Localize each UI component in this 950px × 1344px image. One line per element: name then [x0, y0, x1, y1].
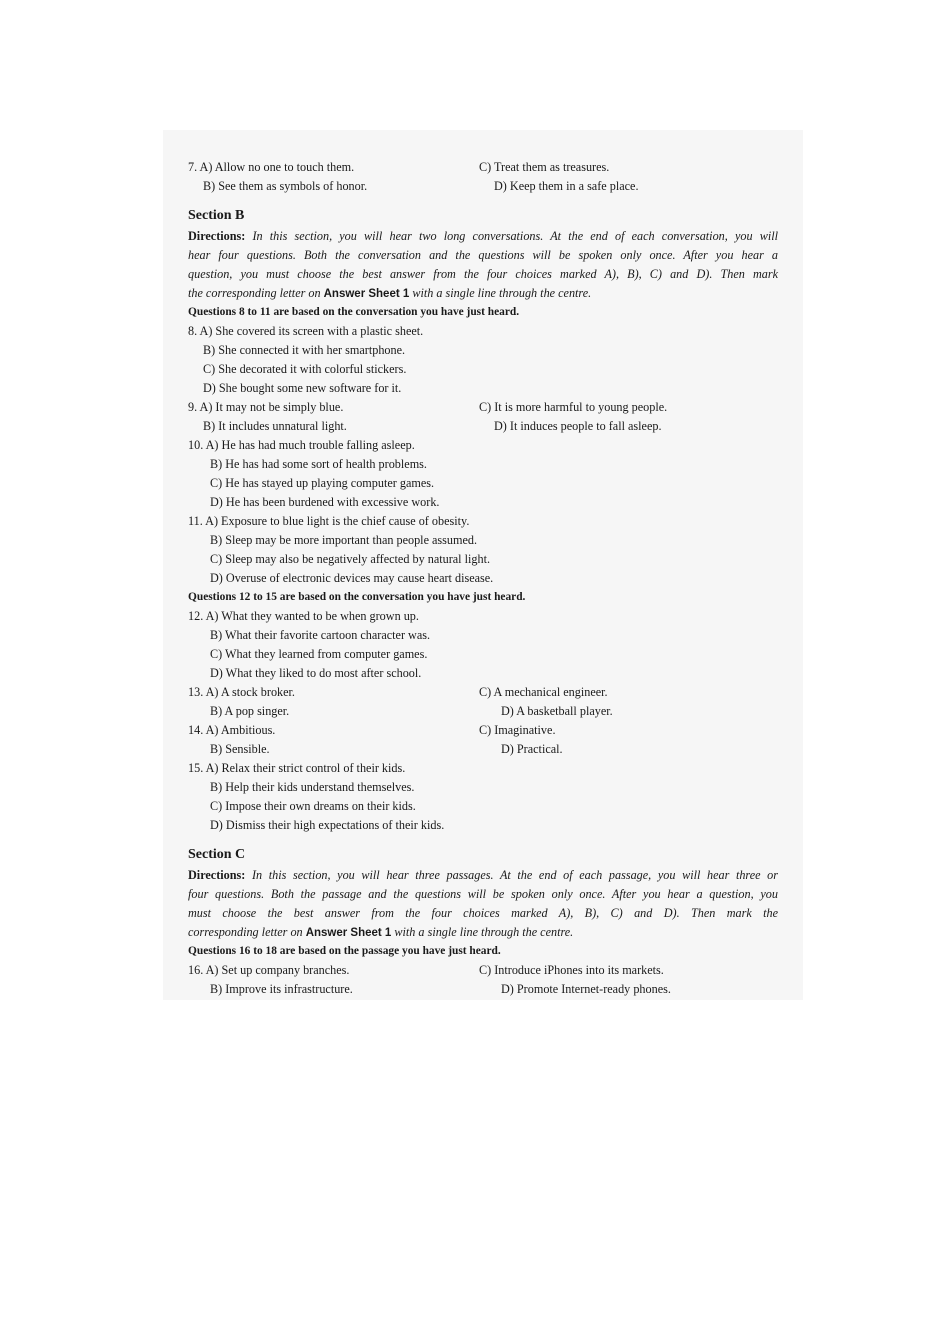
directions-label: Directions: — [188, 229, 246, 243]
questions-8-11-header: Questions 8 to 11 are based on the conversation you have just heard. — [188, 306, 520, 318]
q15-option-c: C) Impose their own dreams on their kids. — [210, 799, 416, 813]
q16-option-d: D) Promote Internet-ready phones. — [501, 982, 671, 996]
directions-text-3: must choose the best answer from the four choices marked A), B), C) and D). Then mark the — [188, 906, 778, 920]
q15-option-a: 15. A) Relax their strict control of their kids. — [188, 761, 406, 775]
q13-option-d: D) A basketball player. — [501, 704, 613, 718]
q7-option-a: 7. A) Allow no one to touch them. — [188, 160, 355, 174]
q10-option-b: B) He has had some sort of health problems. — [210, 457, 427, 471]
q11-option-b: B) Sleep may be more important than people assumed. — [210, 533, 478, 547]
directions-text-2: four questions. Both the passage and the questions will be spoken only once. After you hear a question, you — [188, 887, 778, 901]
question-16-row-2 — [188, 980, 778, 999]
q16-option-a: 16. A) Set up company branches. — [188, 963, 350, 977]
q7-option-b: B) See them as symbols of honor. — [203, 179, 368, 193]
q8-option-b: B) She connected it with her smartphone. — [203, 343, 406, 357]
section-c-title: Section C — [188, 847, 246, 862]
q9-option-a: 9. A) It may not be simply blue. — [188, 400, 344, 414]
questions-12-15-header: Questions 12 to 15 are based on the conversation you have just heard. — [188, 591, 526, 603]
q12-option-d: D) What they liked to do most after school. — [210, 666, 422, 680]
directions-text-4b: with a single line through the centre. — [391, 925, 574, 939]
directions-text-4a: the corresponding letter on — [188, 286, 324, 300]
exam-page — [188, 158, 778, 999]
question-14-row-2 — [188, 740, 778, 759]
directions-text-4b: with a single line through the centre. — [409, 286, 592, 300]
q8-option-c: C) She decorated it with colorful stickers. — [203, 362, 407, 376]
q13-option-b: B) A pop singer. — [210, 704, 290, 718]
q10-option-d: D) He has been burdened with excessive work. — [210, 495, 440, 509]
questions-16-18-header: Questions 16 to 18 are based on the passage you have just heard. — [188, 945, 501, 957]
question-13-row-2 — [188, 702, 778, 721]
q15-option-d: D) Dismiss their high expectations of their kids. — [210, 818, 445, 832]
directions-label: Directions: — [188, 868, 246, 882]
q13-option-a: 13. A) A stock broker. — [188, 685, 295, 699]
question-9-row-1 — [188, 398, 778, 417]
q11-option-d: D) Overuse of electronic devices may cause heart disease. — [210, 571, 494, 585]
answer-sheet-label: Answer Sheet 1 — [323, 288, 410, 300]
answer-sheet-label: Answer Sheet 1 — [305, 927, 392, 939]
q16-option-c: C) Introduce iPhones into its markets. — [479, 963, 664, 977]
q8-option-a: 8. A) She covered its screen with a plastic sheet. — [188, 324, 424, 338]
q9-option-b: B) It includes unnatural light. — [203, 419, 347, 433]
question-7-row-2 — [188, 177, 778, 196]
directions-text-1: In this section, you will hear three passages. At the end of each passage, you will hear three or — [251, 868, 778, 882]
q12-option-b: B) What their favorite cartoon character was. — [210, 628, 431, 642]
q14-option-d: D) Practical. — [501, 742, 563, 756]
q11-option-c: C) Sleep may also be negatively affected by natural light. — [210, 552, 490, 566]
question-9-row-2 — [188, 417, 778, 436]
q9-option-d: D) It induces people to fall asleep. — [494, 419, 662, 433]
question-13-row-1 — [188, 683, 778, 702]
q7-option-c: C) Treat them as treasures. — [479, 160, 610, 174]
q8-option-d: D) She bought some new software for it. — [203, 381, 402, 395]
q16-option-b: B) Improve its infrastructure. — [210, 982, 353, 996]
question-7-row-1 — [188, 158, 778, 177]
question-14-row-1 — [188, 721, 778, 740]
section-b-directions — [188, 227, 778, 303]
q10-option-c: C) He has stayed up playing computer games. — [210, 476, 435, 490]
q9-option-c: C) It is more harmful to young people. — [479, 400, 668, 414]
q15-option-b: B) Help their kids understand themselves. — [210, 780, 415, 794]
q10-option-a: 10. A) He has had much trouble falling asleep. — [188, 438, 415, 452]
directions-text-3: question, you must choose the best answer from the four choices marked A), B), C) and D). Then mark — [188, 267, 778, 281]
section-c-directions — [188, 866, 778, 942]
q7-option-d: D) Keep them in a safe place. — [494, 179, 639, 193]
q14-option-b: B) Sensible. — [210, 742, 270, 756]
q12-option-a: 12. A) What they wanted to be when grown up. — [188, 609, 419, 623]
q14-option-a: 14. A) Ambitious. — [188, 723, 276, 737]
directions-text-2: hear four questions. Both the conversation and the questions will be spoken only once. After you hear a — [188, 248, 778, 262]
section-b-title: Section B — [188, 208, 245, 223]
directions-text-1: In this section, you will hear two long conversations. At the end of each conversation, you will — [252, 229, 778, 243]
q13-option-c: C) A mechanical engineer. — [479, 685, 608, 699]
question-16-row-1 — [188, 961, 778, 980]
q12-option-c: C) What they learned from computer games. — [210, 647, 428, 661]
q11-option-a: 11. A) Exposure to blue light is the chief cause of obesity. — [188, 514, 470, 528]
q14-option-c: C) Imaginative. — [479, 723, 556, 737]
directions-text-4a: corresponding letter on — [188, 925, 306, 939]
